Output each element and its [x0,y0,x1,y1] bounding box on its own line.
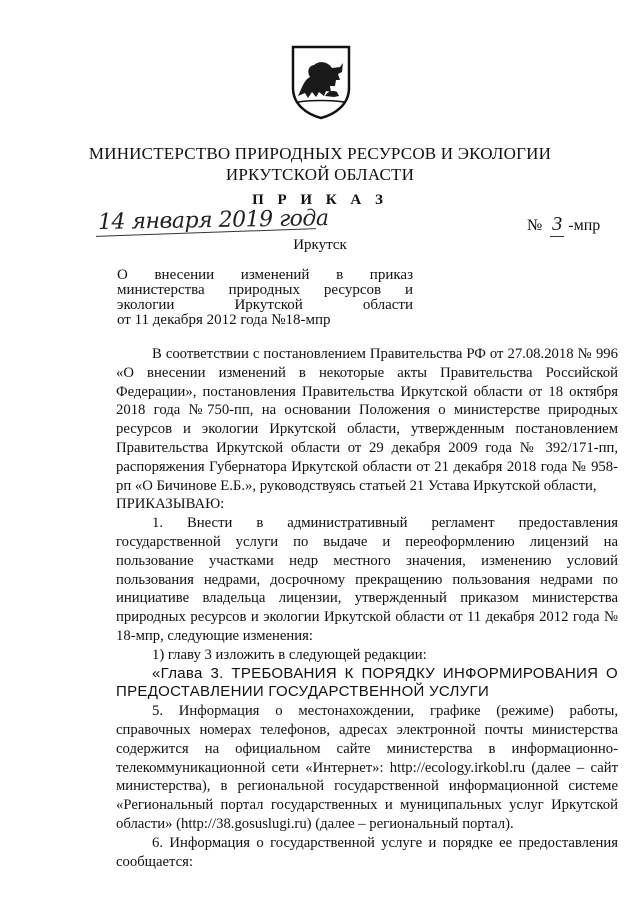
ministry-name-line1: МИНИСТЕРСТВО ПРИРОДНЫХ РЕСУРСОВ И ЭКОЛОГИИ [88,144,552,163]
document-type-title: П Р И К А З [252,192,388,208]
number-prefix: № [527,217,543,234]
item-1-paragraph: 1. Внести в административный регламент предоставления государственной услуги по выдаче и переоформлению лицензий на пользование участками недр местного значения, изменению условий пользования недрами, досрочному прекращению пользования недрами по инициативе владельца лицензии, утвержденный приказом министерства природных ресурсов и экологии Иркутской области от 11 декабря 2012 года № 18-мпр, следующие изменения: [116,515,618,644]
subject-line: министерства природных ресурсов и [117,282,413,298]
item-1-1-paragraph: 1) главу 3 изложить в следующей редакции: [152,646,427,663]
number-handwritten: 3 [552,213,563,235]
handwritten-date: 14 января 2019 года [97,205,329,236]
document-number [527,213,600,237]
ministry-name-line2: ИРКУТСКОЙ ОБЛАСТИ [225,165,415,184]
chapter-3-heading: «Глава 3. ТРЕБОВАНИЯ К ПОРЯДКУ ИНФОРМИРОВАНИЯ О ПРЕДОСТАВЛЕНИИ ГОСУДАРСТВЕННОЙ УСЛУГИ [116,664,618,701]
item-6-paragraph: 6. Информация о государственной услуге и порядке ее предоставления сообщается: [116,834,618,870]
subject-block [117,268,413,328]
preamble-paragraph: В соответствии с постановлением Правительства РФ от 27.08.2018 № 996 «О внесении изменений в некоторые акты Правительства Российской Федерации», постановления Правительства Иркутской области от 18 октября 2018 года №750-пп, на основании Положения о министерстве природных ресурсов и экологии Иркутской области, утвержденным постановлением Правительства Иркутской области от 29 декабря 2009 года № 392/171-пп, распоряжения Губернатора Иркутской области от 21 декабря 2018 года № 958-рп «О Бичинове Е.Б.», руководствуясь статьей 21 Устава Иркутской области, [116,346,618,494]
subject-line: О внесении изменений в приказ [117,267,413,283]
number-suffix: -мпр [568,217,601,234]
item-5-paragraph: 5. Информация о местонахождении, графике (режиме) работы, справочных номерах телефонов, адресах электронной почты министерства содержится на официальном сайте министерства в информационно-телекоммуникационной сети «Интернет»: http://ecology.irkobl.ru (далее – сайт министерства), в региональной государственной информационной системе «Региональный портал государственных и муниципальных услуг Иркутской области» (http://38.gosuslugi.ru) (далее – региональный портал). [116,703,618,832]
subject-line: экологии Иркутской области [117,297,413,313]
decree-word: ПРИКАЗЫВАЮ: [116,496,225,513]
subject-line: от 11 декабря 2012 года №18-мпр [117,312,331,328]
irkutsk-coat-of-arms-icon [290,44,352,120]
document-body [116,345,618,871]
city-name: Иркутск [293,237,347,253]
